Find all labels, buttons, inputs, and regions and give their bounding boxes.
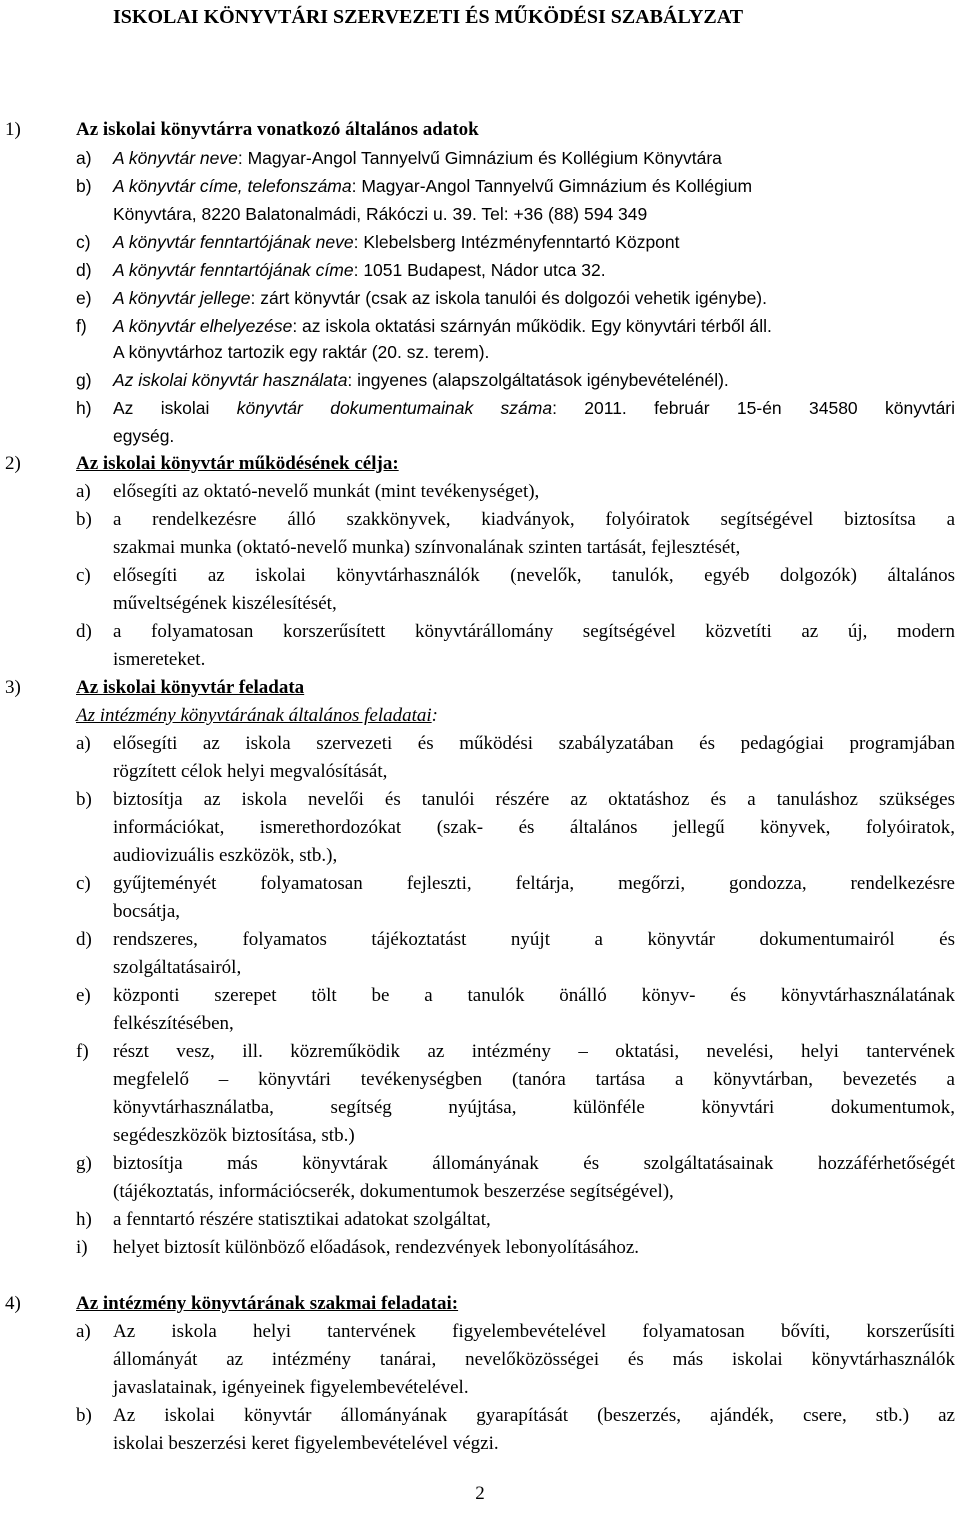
item-label: b) <box>76 176 92 196</box>
task-a-line-2: rögzített célok helyi megvalósítását, <box>113 761 388 782</box>
pro-task-a-line-2: állományát az intézmény tanárai, nevelőközösségei és más iskolai könyvtárhasználók <box>113 1349 955 1370</box>
intro-text: Az intézmény könyvtárának általános feladatai <box>76 705 432 726</box>
task-h: a fenntartó részére statisztikai adatokat szolgáltat, <box>113 1209 491 1230</box>
item-label: a) <box>76 1321 91 1342</box>
item-label: a) <box>76 481 91 502</box>
item-label: d) <box>76 621 92 642</box>
document-title: ISKOLAI KÖNYVTÁRI SZERVEZETI ÉS MŰKÖDÉSI SZABÁLYZAT <box>113 6 744 28</box>
task-i: helyet biztosít különböző előadások, rendezvények lebonyolításához. <box>113 1237 640 1258</box>
item-label: g) <box>76 1153 92 1174</box>
task-g-line-1: biztosítja más könyvtárak állományának és szolgáltatásainak hozzáférhetőségét <box>113 1153 955 1174</box>
goal-b-line-2: szakmai munka (oktató-nevelő munka) színvonalának szinten tartását, fejlesztését, <box>113 537 741 558</box>
item-label: g) <box>76 370 92 390</box>
section-4-heading: Az intézmény könyvtárának szakmai feladatai: <box>76 1293 459 1314</box>
task-b-line-3: audiovizuális eszközök, stb.), <box>113 845 338 866</box>
section-4-number: 4) <box>5 1293 21 1314</box>
item-label: i) <box>76 1237 88 1258</box>
task-f-line-1: részt vesz, ill. közreműködik az intézmény – oktatási, nevelési, helyi tantervének <box>113 1041 955 1062</box>
task-d-line-2: szolgáltatásairól, <box>113 957 242 978</box>
item-label: a) <box>76 148 92 168</box>
library-use-line <box>113 369 729 391</box>
task-b-line-1: biztosítja az iskola nevelői és tanulói részére az oktatáshoz és a tanuláshoz szükséges <box>113 789 955 810</box>
item-label: e) <box>76 288 92 308</box>
task-b-line-2: információkat, ismerethordozókat (szak- és általános jellegű könyvek, folyóiratok, <box>113 817 955 838</box>
section-2-number: 2) <box>5 453 21 474</box>
field-value: : az iskola oktatási szárnyán működik. Egy könyvtári térből áll. <box>292 316 772 336</box>
field-prefix: Az iskolai <box>113 398 237 418</box>
field-value: : Magyar-Angol Tannyelvű Gimnázium és Kollégium <box>351 176 753 196</box>
item-label: h) <box>76 398 92 418</box>
field-title: könyvtár dokumentumainak száma <box>236 398 553 418</box>
library-type-line <box>113 287 767 309</box>
item-label: c) <box>76 565 91 586</box>
field-title: A könyvtár címe, telefonszáma <box>113 176 352 196</box>
task-d-line-1: rendszeres, folyamatos tájékoztatást nyújt a könyvtár dokumentumairól és <box>113 929 955 950</box>
field-value: : 1051 Budapest, Nádor utca 32. <box>353 260 606 280</box>
item-label: c) <box>76 873 91 894</box>
goal-c-line-1: elősegíti az iskolai könyvtárhasználók (nevelők, tanulók, egyéb dolgozók) általános <box>113 565 955 586</box>
library-address-line <box>113 175 752 197</box>
page-number: 2 <box>475 1483 485 1504</box>
item-label: c) <box>76 232 91 252</box>
goal-d-line-2: ismereteket. <box>113 649 206 670</box>
item-label: b) <box>76 1405 92 1426</box>
item-label: b) <box>76 789 92 810</box>
section-1-number: 1) <box>5 119 21 140</box>
field-title: A könyvtár neve <box>113 148 238 168</box>
section-3-intro <box>76 705 438 727</box>
task-f-line-3: könyvtárhasználatba, segítség nyújtása, különféle könyvtári dokumentumok, <box>113 1097 955 1118</box>
pro-task-b-line-2: iskolai beszerzési keret figyelembevételével végzi. <box>113 1433 499 1454</box>
goal-a: elősegíti az oktató-nevelő munkát (mint tevékenységet), <box>113 481 540 502</box>
document-count-cont: egység. <box>113 426 175 446</box>
field-title: A könyvtár jellege <box>113 288 251 308</box>
field-title: A könyvtár elhelyezése <box>113 316 293 336</box>
task-c-line-2: bocsátja, <box>113 901 181 922</box>
item-label: b) <box>76 509 92 530</box>
field-value: : zárt könyvtár (csak az iskola tanulói és dolgozói vehetik igénybe). <box>250 288 767 308</box>
item-label: f) <box>76 1041 89 1062</box>
item-label: e) <box>76 985 91 1006</box>
task-e-line-1: központi szerepet tölt be a tanulók önálló könyv- és könyvtárhasználatának <box>113 985 955 1006</box>
field-value: : ingyenes (alapszolgáltatások igénybevételénél). <box>347 370 729 390</box>
section-2-heading: Az iskolai könyvtár működésének célja: <box>76 453 399 474</box>
task-f-line-4: segédeszközök biztosítása, stb.) <box>113 1125 355 1146</box>
goal-b-line-1: a rendelkezésre álló szakkönyvek, kiadványok, folyóiratok segítségével biztosítsa a <box>113 509 955 530</box>
item-label: f) <box>76 316 87 336</box>
field-value: : Klebelsberg Intézményfenntartó Központ <box>353 232 680 252</box>
task-a-line-1: elősegíti az iskola szervezeti és működési szabályzatában és pedagógiai programjában <box>113 733 955 754</box>
library-location-line <box>113 315 772 337</box>
task-f-line-2: megfelelő – könyvtári tevékenységben (tanóra tartása a könyvtárban, bevezetés a <box>113 1069 955 1090</box>
maintainer-address-line <box>113 259 606 281</box>
task-g-line-2: (tájékoztatás, információcserék, dokumentumok beszerzése segítségével), <box>113 1181 674 1202</box>
field-value: : Magyar-Angol Tannyelvű Gimnázium és Kollégium Könyvtára <box>237 148 722 168</box>
item-label: d) <box>76 929 92 950</box>
field-title: A könyvtár fenntartójának neve <box>113 232 354 252</box>
item-label: a) <box>76 733 91 754</box>
field-title: A könyvtár fenntartójának címe <box>113 260 354 280</box>
field-value: : 2011. február 15-én 34580 könyvtári <box>552 398 956 418</box>
task-e-line-2: felkészítésében, <box>113 1013 234 1034</box>
maintainer-name-line <box>113 231 680 253</box>
pro-task-a-line-1: Az iskola helyi tantervének figyelembevételével folyamatosan bővíti, korszerűsíti <box>113 1321 955 1342</box>
pro-task-a-line-3: javaslatainak, igényeinek figyelembevételével. <box>113 1377 469 1398</box>
task-c-line-1: gyűjteményét folyamatosan fejleszti, feltárja, megőrzi, gondozza, rendelkezésre <box>113 873 955 894</box>
section-1-heading: Az iskolai könyvtárra vonatkozó általános adatok <box>76 119 479 140</box>
document-count-line <box>113 397 955 419</box>
field-title: Az iskolai könyvtár használata <box>113 370 348 390</box>
section-3-number: 3) <box>5 677 21 698</box>
item-label: d) <box>76 260 92 280</box>
goal-d-line-1: a folyamatosan korszerűsített könyvtárállomány segítségével közvetíti az új, modern <box>113 621 955 642</box>
section-3-heading: Az iskolai könyvtár feladata <box>76 677 305 698</box>
library-location-cont: A könyvtárhoz tartozik egy raktár (20. sz. terem). <box>113 342 490 362</box>
library-address-cont: Könyvtára, 8220 Balatonalmádi, Rákóczi u. 39. Tel: +36 (88) 594 349 <box>113 204 648 224</box>
library-name-line <box>113 147 722 169</box>
goal-c-line-2: műveltségének kiszélesítését, <box>113 593 337 614</box>
intro-colon: : <box>431 705 438 726</box>
item-label: h) <box>76 1209 92 1230</box>
pro-task-b-line-1: Az iskolai könyvtár állományának gyarapítását (beszerzés, ajándék, csere, stb.) az <box>113 1405 955 1426</box>
